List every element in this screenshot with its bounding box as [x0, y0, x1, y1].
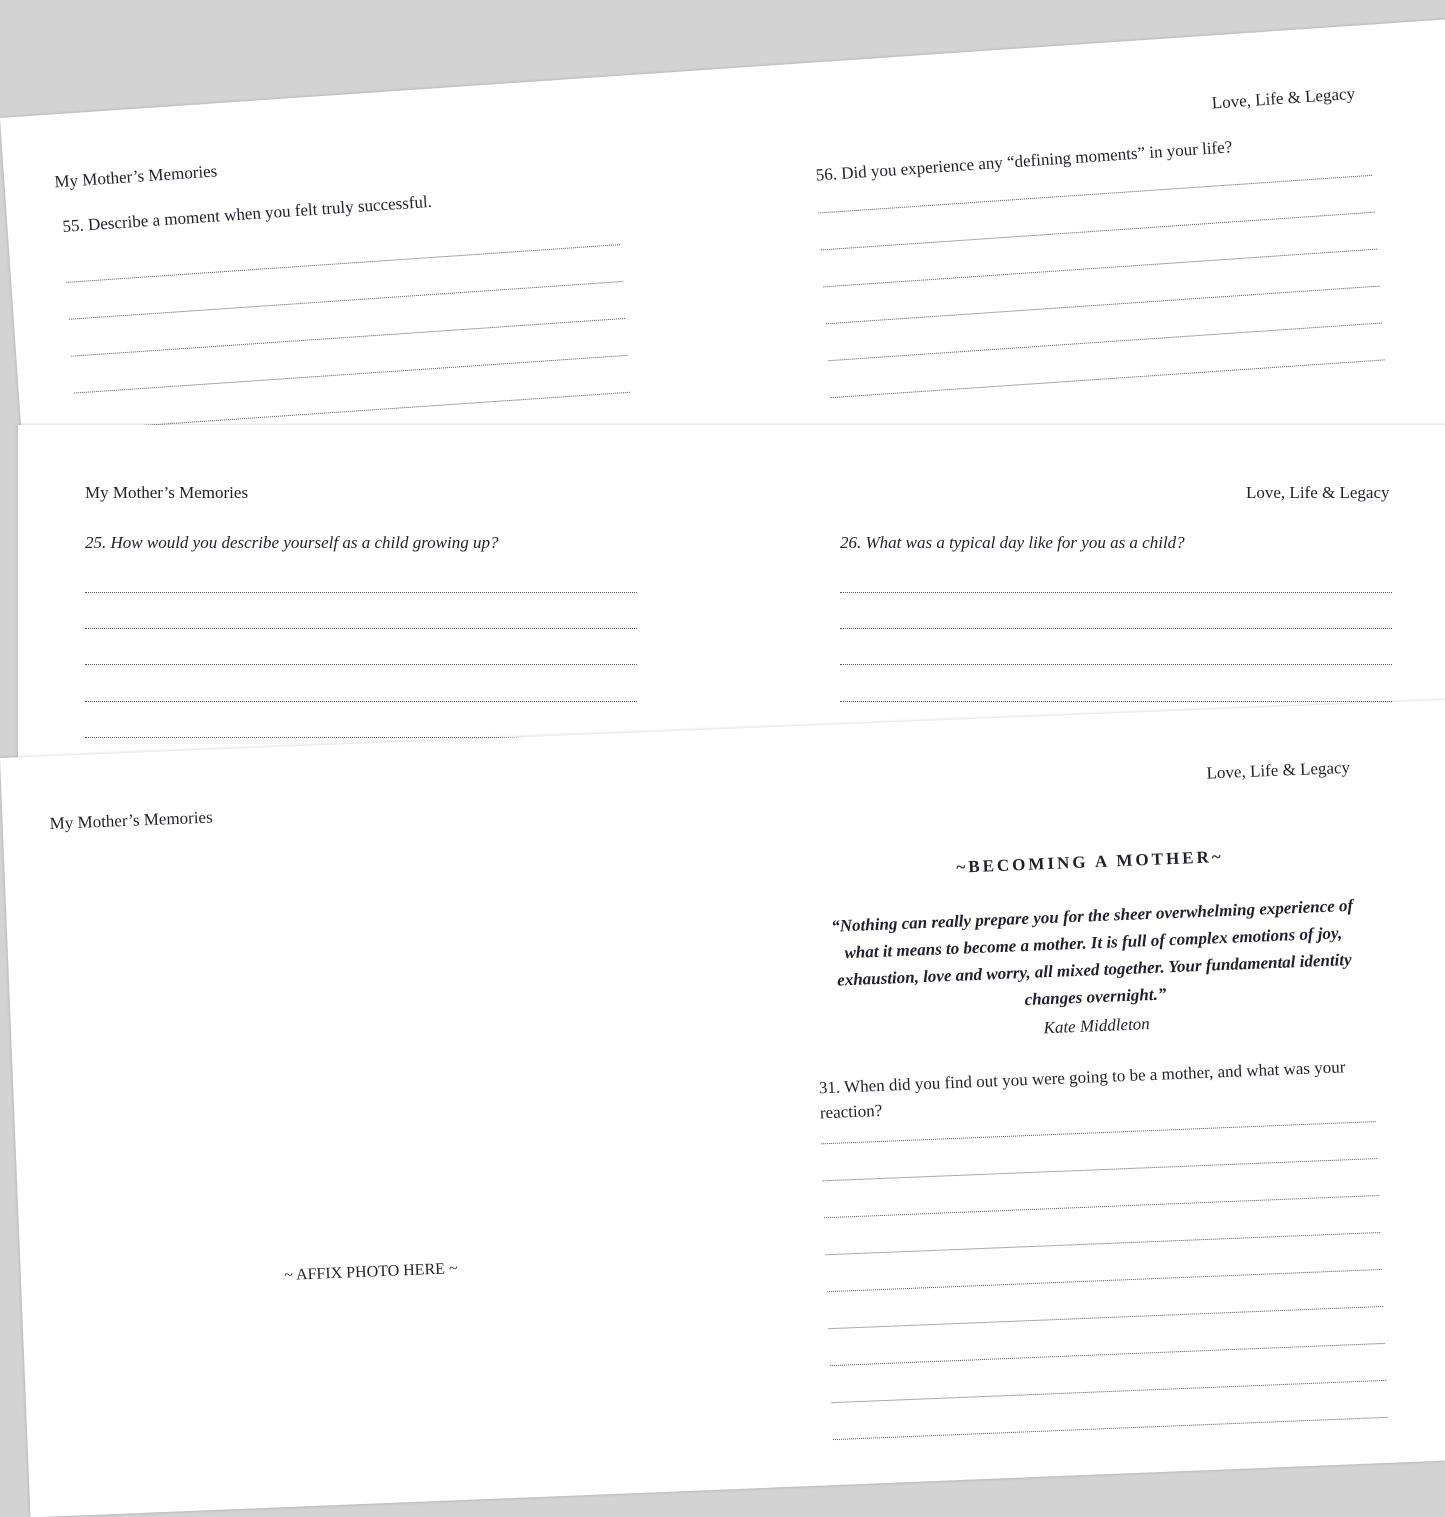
answer-line[interactable] [85, 664, 637, 665]
header-right: Love, Life & Legacy [1246, 483, 1390, 502]
question-31: 31. When did you find out you were going to be a mother, and what was your reaction? [818, 1057, 1346, 1123]
header-left: My Mother’s Memories [53, 161, 218, 192]
header-left: My Mother’s Memories [85, 483, 249, 502]
answer-line[interactable] [85, 592, 637, 593]
answer-line[interactable] [827, 1269, 1382, 1292]
spread-3 [0, 699, 1445, 1517]
answer-line[interactable] [833, 1417, 1388, 1440]
answer-line[interactable] [818, 175, 1372, 214]
header-right: Love, Life & Legacy [1211, 83, 1356, 113]
answer-line[interactable] [828, 322, 1382, 361]
question-56: 56. Did you experience any “defining moments” in your life? [815, 137, 1233, 185]
answer-line[interactable] [840, 664, 1392, 665]
header-left: My Mother’s Memories [49, 807, 213, 834]
answer-line[interactable] [840, 592, 1392, 593]
question-26: 26. What was a typical day like for you as a child? [840, 533, 1185, 552]
question-55: 55. Describe a moment when you felt truly successful. [61, 191, 433, 236]
answer-line[interactable] [823, 1158, 1378, 1181]
answer-line[interactable] [821, 212, 1375, 251]
question-25: 25. How would you describe yourself as a child growing up? [85, 533, 499, 552]
quote-author: Kate Middleton [1043, 1014, 1151, 1038]
answer-line[interactable] [829, 1306, 1384, 1329]
answer-line[interactable] [826, 286, 1380, 325]
answer-line[interactable] [840, 628, 1392, 629]
answer-line[interactable] [821, 1121, 1376, 1144]
photo-placeholder: ~ AFFIX PHOTO HERE ~ [283, 1260, 458, 1285]
answer-line[interactable] [824, 1195, 1379, 1218]
answer-line[interactable] [832, 1380, 1387, 1403]
answer-line[interactable] [823, 249, 1377, 288]
quote: “Nothing can really prepare you for the sheer overwhelming experience of what it means to become a mother. It is full of complex emotions of joy, exhaustion, love and worry, all mixed together. Your fundamental identity changes overnight.” [830, 895, 1354, 1010]
answer-line[interactable] [69, 281, 623, 320]
answer-line[interactable] [830, 1343, 1385, 1366]
answer-line[interactable] [85, 628, 637, 629]
answer-line[interactable] [66, 244, 620, 283]
answer-line[interactable] [85, 701, 637, 702]
answer-line[interactable] [71, 318, 625, 357]
section-title: ~BECOMING A MOTHER~ [956, 846, 1225, 877]
answer-line[interactable] [826, 1232, 1381, 1255]
answer-line[interactable] [831, 359, 1385, 398]
header-right: Love, Life & Legacy [1206, 757, 1351, 783]
answer-line[interactable] [74, 355, 628, 394]
answer-line[interactable] [840, 701, 1392, 702]
